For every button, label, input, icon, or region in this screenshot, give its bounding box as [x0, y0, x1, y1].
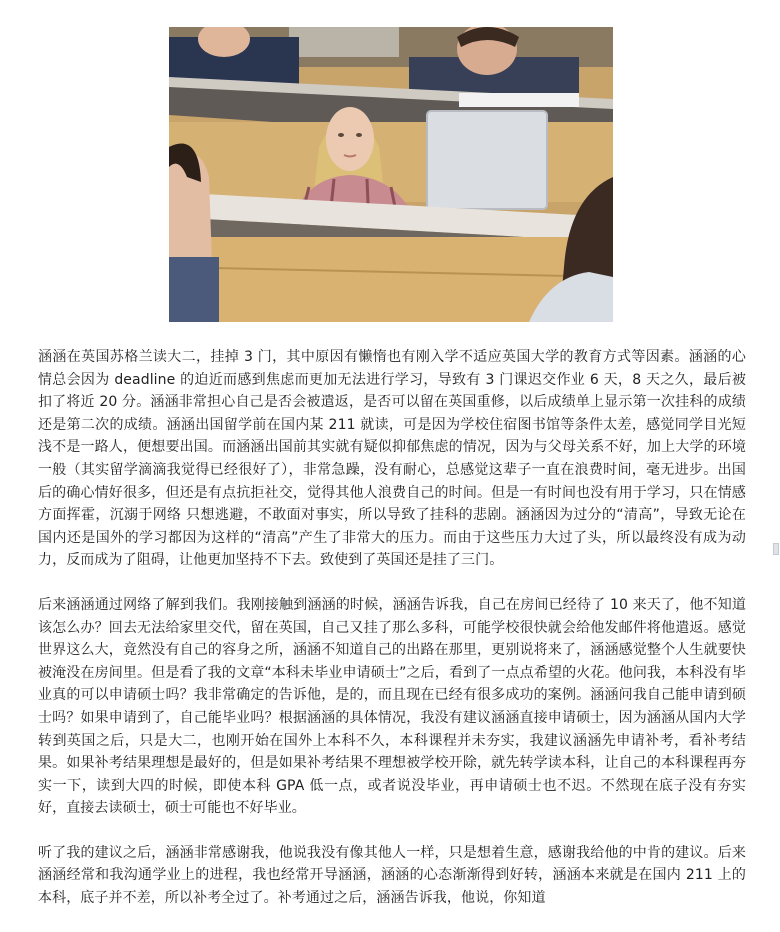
paragraph-3: 听了我的建议之后，涵涵非常感谢我，他说我没有像其他人一样，只是想着生意，感谢我给他的中肯的建议。后来涵涵经常和我沟通学业上的进程，我也经常开导涵涵，涵涵的心态渐渐得到好转，涵涵本来就是在国内 211 上的本科，底子并不差，所以补考全过了。补考通过之后，涵涵告诉我，他说，你知道: [38, 844, 746, 907]
foreground-student-left-shirt: [169, 257, 219, 322]
laptop: [427, 111, 547, 209]
article-body: [38, 346, 746, 932]
article-photo: [169, 27, 613, 322]
woman-face: [326, 107, 374, 171]
lecture-hall-illustration: [169, 27, 613, 322]
paragraph-1: 涵涵在英国苏格兰读大二，挂掉 3 门，其中原因有懒惰也有刚入学不适应英国大学的教育方式等因素。涵涵的心情总会因为 deadline 的迫近而感到焦虑而更加无法进行学习，导致有 3 门课迟交作业 6 天，8 天之久，最后被扣了将近 20 分。涵涵非常担心自己是否会被遣返，是否可以留在英国重修，以后成绩单上显示第一次挂科的成绩还是第二次的成绩。涵涵出国留学前在国内某 211 就读，可是因为学校住宿图书馆等条件太差，感觉同学目光短浅不是一路人，便想要出国。而涵涵出国前其实就有疑似抑郁焦虑的情况，因为与父母关系不好，加上大学的环境一般（其实留学滴滴我觉得已经很好了），非常急躁，没有耐心，总感觉这辈子一直在浪费时间，毫无进步。出国后的确心情好很多，但还是有点抗拒社交，觉得其他人浪费自己的时间。但是一有时间也没有用于学习，只在情感方面挥霍，沉溺于网络 只想逃避，不敢面对事实，所以导致了挂科的悲剧。涵涵因为过分的“清高”，导致无论在国内还是国外的学习都因为这样的“清高”产生了非常大的压力。而由于这些压力大过了头，所以最终没有成为动力，反而成为了阻碍，让他更加坚持不下去。致使到了英国还是挂了三门。: [38, 349, 746, 569]
woman-eye-left: [338, 133, 344, 137]
paragraph-2: 后来涵涵通过网络了解到我们。我刚接触到涵涵的时候，涵涵告诉我，自己在房间已经待了 10 来天了，他不知道该怎么办？回去无法给家里交代，留在英国，自己又挂了那么多科，可能学校很快就会给他发邮件将他遣返。感觉世界这么大，竟然没有自己的容身之所，涵涵不知道自己的出路在那里，更别说将来了，涵涵感觉整个人生就要快被淹没在房间里。但是看了我的文章“本科未毕业申请硕士”之后，看到了一点点希望的火花。他问我，本科没有毕业真的可以申请硕士吗？我非常确定的告诉他，是的，而且现在已经有很多成功的案例。涵涵问我自己能申请到硕士吗？如果申请到了，自己能毕业吗？根据涵涵的具体情况，我没有建议涵涵直接申请硕士，因为涵涵从国内大学转到英国之后，只是大二，也刚开始在国外上本科不久，本科课程并未夯实，我建议涵涵先申请补考，看补考结果。如果补考结果理想是最好的，但是如果补考结果不理想被学校开除，就先转学读本科，让自己的本科课程再夯实一下，读到大四的时候，即使本科 GPA 低一点，或者说没毕业，再申请硕士也不迟。不然现在底子没有夯实好，直接去读硕士，硕士可能也不好毕业。: [38, 596, 746, 817]
back-desk-book: [459, 93, 579, 107]
side-scroll-marker[interactable]: [773, 543, 779, 555]
woman-eye-right: [356, 133, 362, 137]
photo-lamp-area: [289, 27, 399, 57]
